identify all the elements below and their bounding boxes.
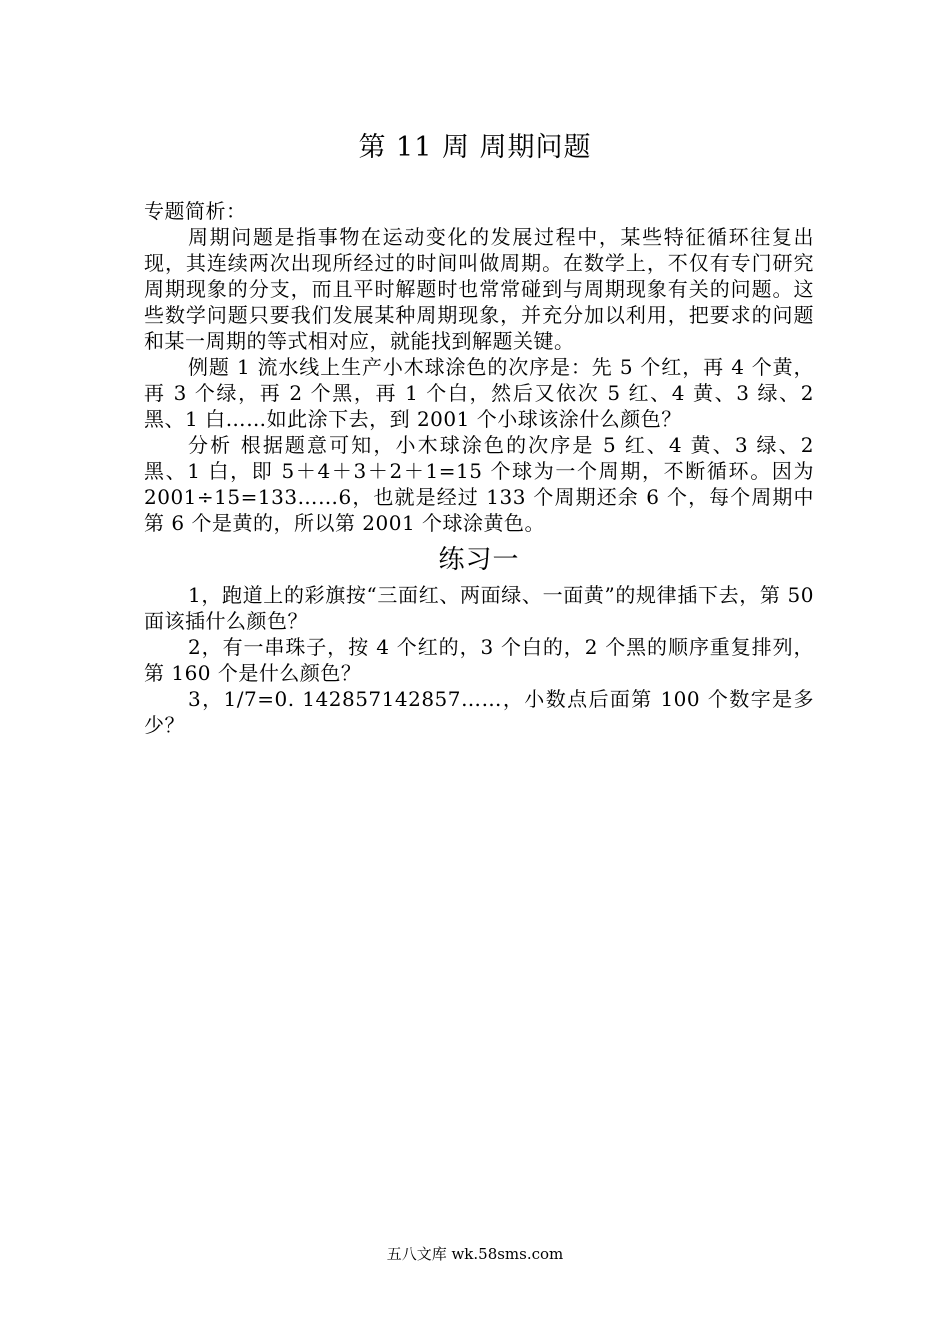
analysis-paragraph: 分析 根据题意可知，小木球涂色的次序是 5 红、4 黄、3 绿、2 黑、1 白，即 5＋4＋3＋2＋1=15 个球为一个周期，不断循环。因为 2001÷15=133……6，也就是经过 133 个周期还余 6 个，每个周期中第 6 个是黄的，所以第 2001 个球涂黄色。 — [144, 433, 814, 535]
exercise-heading: 练习一 — [438, 545, 520, 575]
exercise-item: 1，跑道上的彩旗按“三面红、两面绿、一面黄”的规律插下去，第 50 面该插什么颜色？ — [144, 583, 814, 633]
example-paragraph: 例题 1 流水线上生产小木球涂色的次序是：先 5 个红，再 4 个黄，再 3 个绿，再 2 个黑，再 1 个白，然后又依次 5 红、4 黄、3 绿、2 黑、1 白……如此涂下去，到 2001 个小球该涂什么颜色？ — [144, 355, 814, 431]
page-title: 第 11 周 周期问题 — [358, 132, 592, 163]
exercise-item: 3，1/7=0. 142857142857……，小数点后面第 100 个数字是多少？ — [144, 687, 814, 737]
footer-watermark: 五八文库 wk.58sms.com — [386, 1245, 564, 1263]
intro-paragraph: 周期问题是指事物在运动变化的发展过程中，某些特征循环往复出现，其连续两次出现所经过的时间叫做周期。在数学上，不仅有专门研究周期现象的分支，而且平时解题时也常常碰到与周期现象有关的问题。这些数学问题只要我们发展某种周期现象，并充分加以利用，把要求的问题和某一周期的等式相对应，就能找到解题关键。 — [144, 225, 814, 353]
exercise-item: 2，有一串珠子，按 4 个红的，3 个白的，2 个黑的顺序重复排列，第 160 个是什么颜色？ — [144, 635, 814, 685]
intro-label: 专题简析： — [144, 199, 247, 223]
document-body — [144, 198, 814, 738]
